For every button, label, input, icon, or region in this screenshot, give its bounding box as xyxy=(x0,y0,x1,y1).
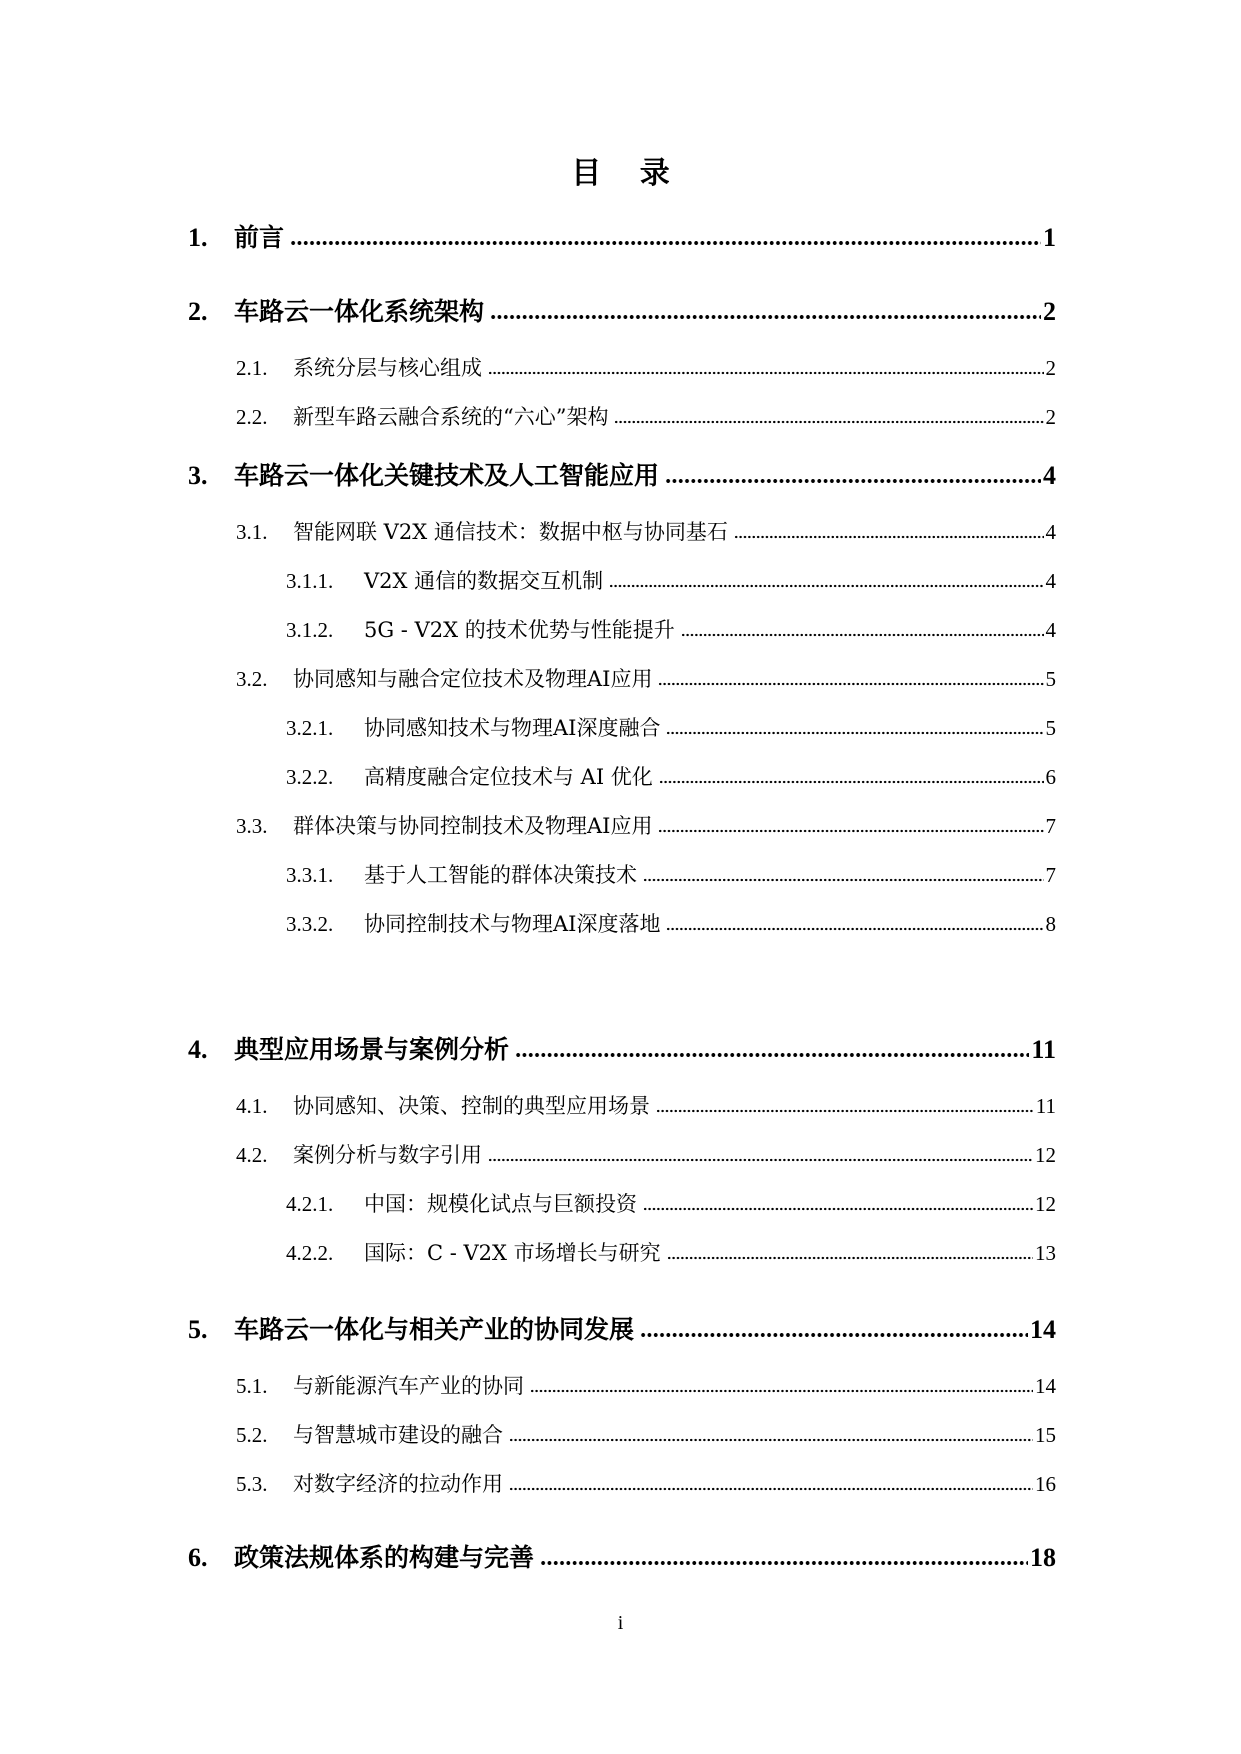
toc-entry-number: 3.1. xyxy=(236,520,268,544)
toc-entry-number: 3.3.1. xyxy=(286,863,334,887)
dot-leader xyxy=(614,417,1043,427)
toc-entry-label: 案例分析与数字引用 xyxy=(293,1143,482,1167)
dot-leader xyxy=(666,924,1043,934)
toc-entry-page: 12 xyxy=(1035,1143,1056,1167)
dot-leader xyxy=(509,1435,1033,1445)
toc-entry-label: 新型车路云融合系统的“六心”架构 xyxy=(293,405,609,429)
dot-leader xyxy=(509,1484,1033,1494)
dot-leader xyxy=(643,875,1044,885)
toc-entry-label: 群体决策与协同控制技术及物理AI应用 xyxy=(293,814,653,838)
page-title: 目 录 xyxy=(571,156,684,191)
toc-entry-number: 3.1.1. xyxy=(286,569,334,593)
toc-entry-label: 与智慧城市建设的融合 xyxy=(293,1423,503,1447)
toc-entry-page: 7 xyxy=(1045,863,1056,887)
toc-entry-4[interactable] xyxy=(188,1030,1056,1070)
toc-entry-page: 2 xyxy=(1045,356,1056,380)
dot-leader xyxy=(667,1253,1033,1263)
toc-entry-page: 4 xyxy=(1043,461,1056,490)
dot-leader xyxy=(658,679,1043,689)
toc-entry-page: 5 xyxy=(1045,716,1056,740)
toc-entry-5-3[interactable] xyxy=(236,1468,1056,1502)
toc-entry-page: 11 xyxy=(1031,1035,1056,1064)
toc-entry-number: 4.2.2. xyxy=(286,1241,334,1265)
toc-entry-4-2-1[interactable] xyxy=(286,1188,1056,1222)
toc-entry-page: 6 xyxy=(1045,765,1056,789)
toc-entry-page: 15 xyxy=(1035,1423,1056,1447)
toc-entry-number: 3.3.2. xyxy=(286,912,334,936)
toc-entry-label: 协同感知技术与物理AI深度融合 xyxy=(364,716,661,740)
toc-entry-label: 前言 xyxy=(234,223,285,252)
toc-entry-page: 4 xyxy=(1045,520,1056,544)
dot-leader xyxy=(290,237,1041,249)
toc-entry-number: 2.2. xyxy=(236,405,268,429)
toc-entry-label: 协同感知与融合定位技术及物理AI应用 xyxy=(293,667,653,691)
dot-leader xyxy=(640,1329,1028,1341)
toc-entry-3-3-2[interactable] xyxy=(286,908,1056,942)
toc-entry-4-1[interactable] xyxy=(236,1090,1056,1124)
toc-entry-page: 14 xyxy=(1035,1374,1056,1398)
toc-entry-number: 5.3. xyxy=(236,1472,268,1496)
toc-entry-page: 14 xyxy=(1030,1315,1056,1344)
dot-leader xyxy=(658,826,1043,836)
toc-entry-2-1[interactable] xyxy=(236,352,1056,386)
page-number-footer: i xyxy=(617,1612,624,1634)
toc-entry-label: 中国：规模化试点与巨额投资 xyxy=(364,1192,637,1216)
toc-entry-2[interactable] xyxy=(188,292,1056,332)
toc-entry-number: 4.2. xyxy=(236,1143,268,1167)
toc-entry-label: 协同感知、决策、控制的典型应用场景 xyxy=(293,1094,650,1118)
toc-entry-label: 国际：C - V2X 市场增长与研究 xyxy=(364,1241,661,1265)
toc-entry-number: 3.2.1. xyxy=(286,716,334,740)
toc-entry-page: 13 xyxy=(1035,1241,1056,1265)
toc-entry-page: 11 xyxy=(1035,1094,1056,1118)
toc-entry-number: 3.3. xyxy=(236,814,268,838)
toc-entry-page: 18 xyxy=(1030,1543,1056,1572)
toc-entry-page: 7 xyxy=(1045,814,1056,838)
toc-entry-page: 16 xyxy=(1035,1472,1056,1496)
toc-entry-3-3-1[interactable] xyxy=(286,859,1056,893)
toc-entry-label: 车路云一体化与相关产业的协同发展 xyxy=(234,1315,635,1344)
toc-entry-label: V2X 通信的数据交互机制 xyxy=(364,569,604,593)
toc-entry-3-1-1[interactable] xyxy=(286,565,1056,599)
toc-entry-5-1[interactable] xyxy=(236,1370,1056,1404)
toc-entry-page: 2 xyxy=(1045,405,1056,429)
toc-entry-label: 系统分层与核心组成 xyxy=(293,356,482,380)
dot-leader xyxy=(666,728,1043,738)
toc-entry-page: 4 xyxy=(1045,618,1056,642)
toc-entry-3-2-1[interactable] xyxy=(286,712,1056,746)
toc-entry-number: 2. xyxy=(188,297,208,326)
toc-entry-label: 车路云一体化系统架构 xyxy=(234,297,485,326)
toc-entry-number: 5.1. xyxy=(236,1374,268,1398)
toc-entry-number: 4. xyxy=(188,1035,208,1064)
toc-entry-6[interactable] xyxy=(188,1538,1056,1578)
toc-entry-number: 4.2.1. xyxy=(286,1192,334,1216)
toc-entry-number: 5.2. xyxy=(236,1423,268,1447)
toc-entry-number: 3.2. xyxy=(236,667,268,691)
toc-entry-3-2-2[interactable] xyxy=(286,761,1056,795)
dot-leader xyxy=(609,581,1043,591)
toc-entry-label: 与新能源汽车产业的协同 xyxy=(293,1374,524,1398)
dot-leader xyxy=(515,1049,1029,1061)
toc-entry-number: 3.1.2. xyxy=(286,618,334,642)
toc-entry-label: 典型应用场景与案例分析 xyxy=(234,1035,510,1064)
dot-leader xyxy=(656,1106,1034,1116)
dot-leader xyxy=(540,1557,1028,1569)
toc-entry-5-2[interactable] xyxy=(236,1419,1056,1453)
toc-entry-1[interactable] xyxy=(188,218,1056,258)
toc-entry-number: 2.1. xyxy=(236,356,268,380)
toc-entry-3-1-2[interactable] xyxy=(286,614,1056,648)
toc-entry-number: 3.2.2. xyxy=(286,765,334,789)
toc-entry-label: 政策法规体系的构建与完善 xyxy=(234,1543,535,1572)
toc-entry-label: 高精度融合定位技术与 AI 优化 xyxy=(364,765,653,789)
toc-entry-4-2-2[interactable] xyxy=(286,1237,1056,1271)
toc-entry-page: 12 xyxy=(1035,1192,1056,1216)
toc-entry-5[interactable] xyxy=(188,1310,1056,1350)
dot-leader xyxy=(488,1155,1033,1165)
toc-entry-number: 5. xyxy=(188,1315,208,1344)
toc-entry-number: 4.1. xyxy=(236,1094,268,1118)
toc-entry-3-3[interactable] xyxy=(236,810,1056,844)
toc-entry-page: 2 xyxy=(1043,297,1056,326)
toc-entry-page: 4 xyxy=(1045,569,1056,593)
toc-entry-number: 3. xyxy=(188,461,208,490)
dot-leader xyxy=(681,630,1044,640)
toc-entry-3-1[interactable] xyxy=(236,516,1056,550)
dot-leader xyxy=(665,475,1041,487)
toc-entry-label: 协同控制技术与物理AI深度落地 xyxy=(364,912,661,936)
toc-entry-2-2[interactable] xyxy=(236,401,1056,435)
toc-entry-label: 车路云一体化关键技术及人工智能应用 xyxy=(234,461,660,490)
dot-leader xyxy=(488,368,1044,378)
toc-entry-number: 1. xyxy=(188,223,208,252)
toc-entry-label: 对数字经济的拉动作用 xyxy=(293,1472,503,1496)
toc-entry-label: 智能网联 V2X 通信技术：数据中枢与协同基石 xyxy=(293,520,728,544)
toc-entry-page: 8 xyxy=(1045,912,1056,936)
dot-leader xyxy=(659,777,1044,787)
toc-entry-label: 基于人工智能的群体决策技术 xyxy=(364,863,637,887)
dot-leader xyxy=(490,311,1041,323)
toc-entry-label: 5G - V2X 的技术优势与性能提升 xyxy=(364,618,675,642)
toc-entry-page: 5 xyxy=(1045,667,1056,691)
dot-leader xyxy=(643,1204,1033,1214)
toc-entry-number: 6. xyxy=(188,1543,208,1572)
dot-leader xyxy=(734,532,1044,542)
toc-entry-4-2[interactable] xyxy=(236,1139,1056,1173)
dot-leader xyxy=(530,1386,1033,1396)
toc-entry-3[interactable] xyxy=(188,456,1056,496)
toc-entry-page: 1 xyxy=(1043,223,1056,252)
toc-entry-3-2[interactable] xyxy=(236,663,1056,697)
